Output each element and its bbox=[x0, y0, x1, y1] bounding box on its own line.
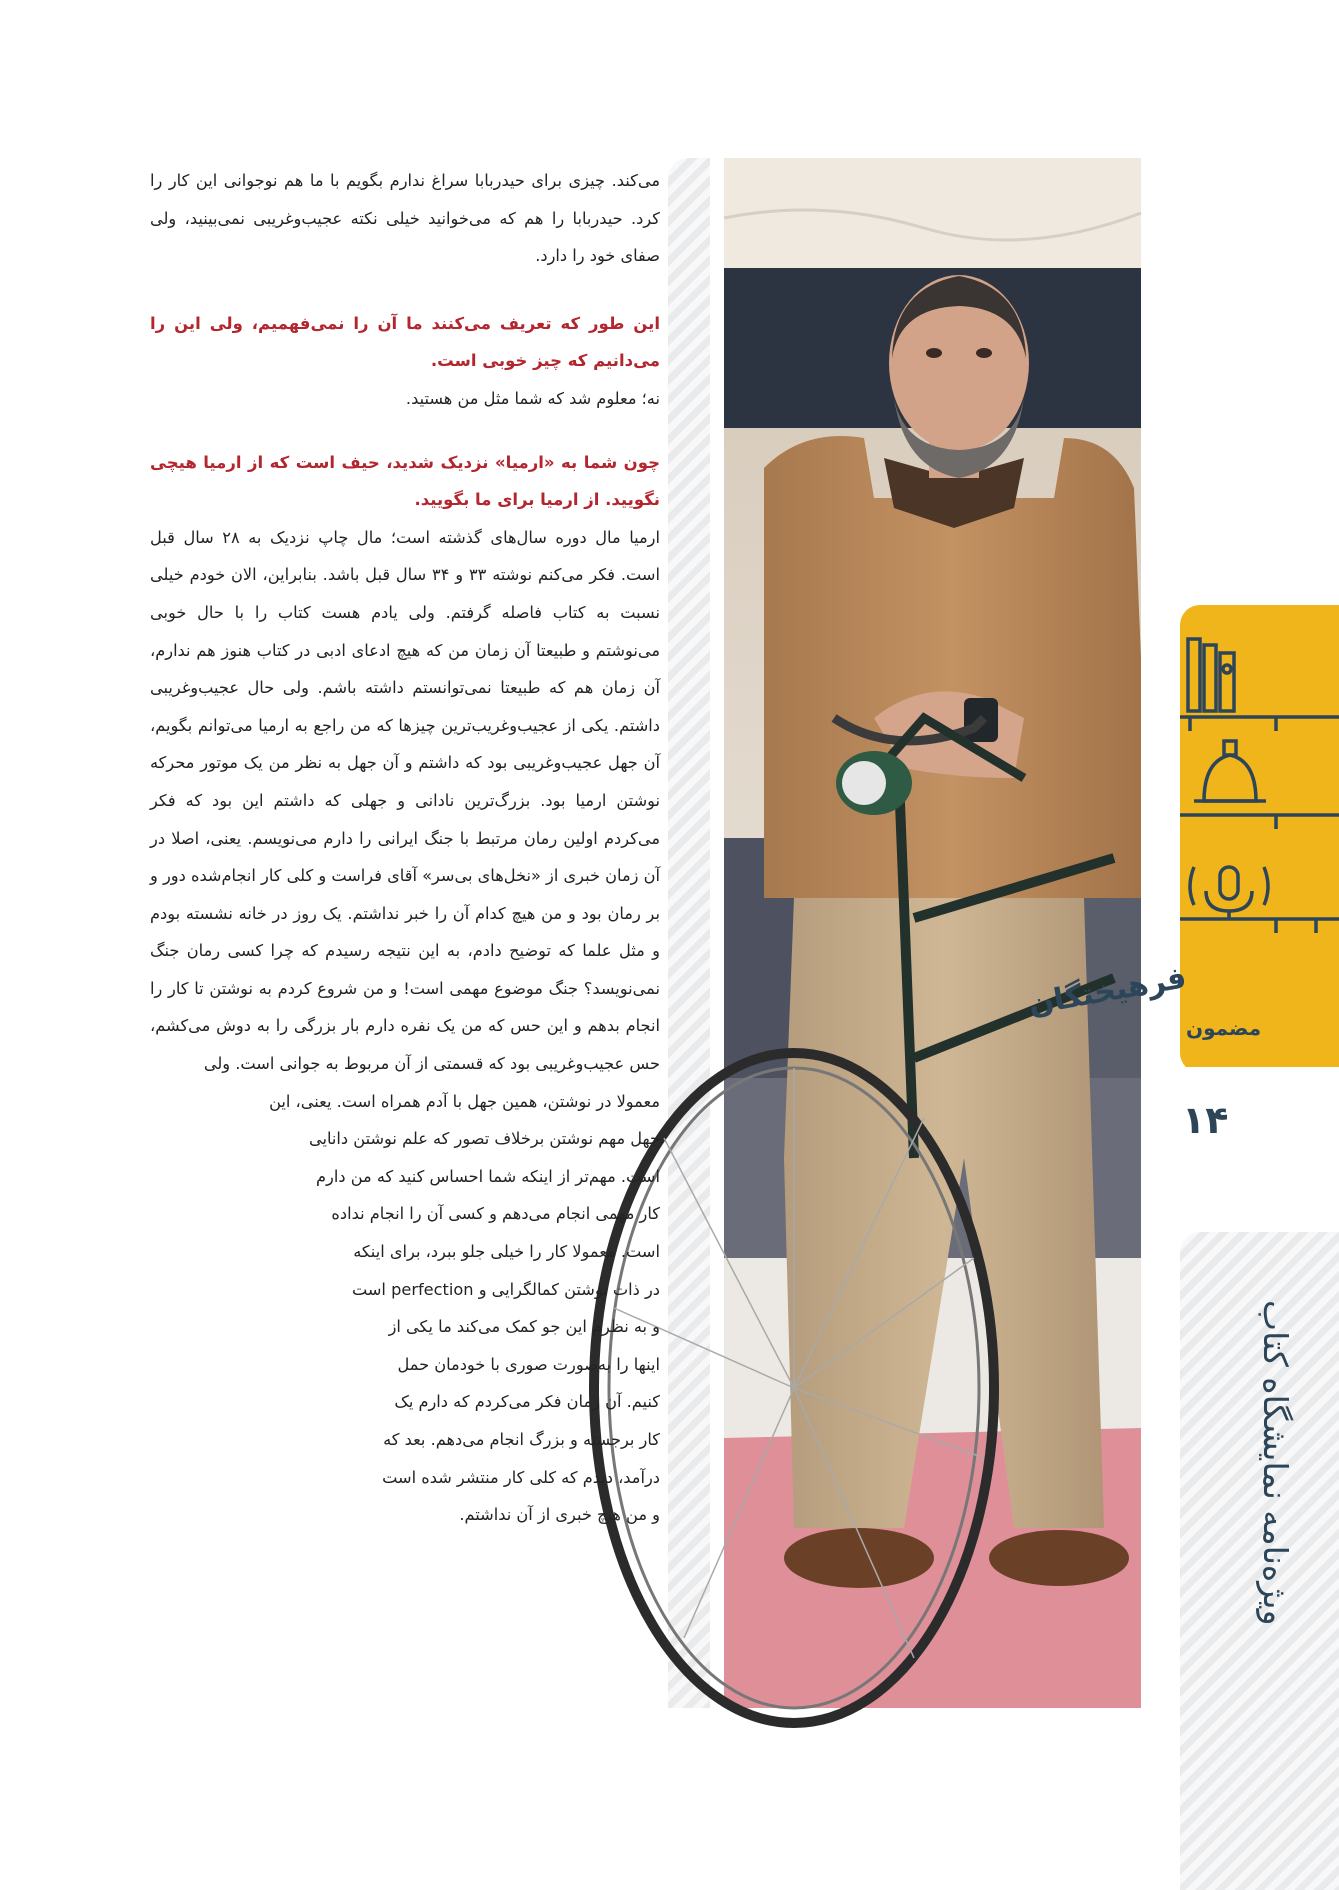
bicycle-portrait-photo bbox=[724, 158, 1141, 1708]
magazine-section-tab bbox=[1025, 605, 1339, 1073]
text-line: جهل مهم نوشتن برخلاف تصور که علم نوشتن دانایی bbox=[309, 1129, 660, 1149]
interview-article bbox=[150, 162, 660, 1534]
podcast-microphone-icon bbox=[1180, 867, 1339, 933]
vertical-title-text: ویژه‌نامه نمایشگاه کتاب bbox=[1256, 1300, 1295, 1626]
interview-question: چون شما به «ارمیا» نزدیک شدید، حیف است که از ارمیا هیچی نگویید. از ارمیا برای ما بگویید. bbox=[150, 452, 660, 510]
text-line: و به نظرم این جو کمک می‌کند ما یکی از bbox=[388, 1317, 660, 1337]
text-line: و من هیچ خبری از آن نداشتم. bbox=[459, 1505, 660, 1525]
text-line: کنیم. آن زمان فکر می‌کردم که دارم یک bbox=[394, 1392, 660, 1412]
text-line: است. معمولا کار را خیلی جلو ببرد، برای اینکه bbox=[353, 1242, 660, 1262]
page-number: ۱۴ bbox=[1182, 1098, 1229, 1142]
bookshelf-icon bbox=[1180, 639, 1339, 731]
interview-question: این طور که تعریف می‌کنند ما آن را نمی‌فهمیم، ولی این را می‌دانیم که چیز خوبی است. bbox=[150, 313, 660, 371]
answer-paragraph-continued bbox=[150, 1083, 660, 1534]
answer-paragraph: می‌کند. چیزی برای حیدربابا سراغ ندارم بگویم با ما هم نوجوانی این کار را کرد. حیدربابا را هم که می‌خوانید خیلی نکته عجیب‌وغریبی نمی‌بینید، ولی صفای خود را دارد. bbox=[150, 171, 660, 266]
text-line: کار مهمی انجام می‌دهم و کسی آن را انجام نداده bbox=[331, 1204, 660, 1224]
text-line: در ذات نوشتن کمالگرایی و perfection است bbox=[351, 1279, 660, 1299]
text-line: معمولا در نوشتن، همین جهل با آدم همراه است. یعنی، این bbox=[269, 1091, 660, 1111]
magazine-special-issue-title bbox=[1182, 1300, 1332, 1626]
text-line: درآمد، دیدم که کلی کار منتشر شده است bbox=[382, 1467, 660, 1487]
answer-paragraph: نه؛ معلوم شد که شما مثل من هستید. bbox=[405, 388, 660, 408]
decorative-stripe-strip bbox=[668, 158, 710, 1708]
magazine-logo-subtext: مضمون bbox=[1186, 1016, 1262, 1040]
text-line: اینها را به‌صورت صوری با خودمان حمل bbox=[397, 1354, 660, 1374]
text-line: است. مهم‌تر از اینکه شما احساس کنید که من دارم bbox=[316, 1166, 660, 1186]
answer-paragraph: ارمیا مال دوره سال‌های گذشته است؛ مال چاپ نزدیک به ۲۸ سال قبل است. فکر می‌کنم نوشته ۳۳ و ۳۴ سال قبل باشد. بنابراین، الان خودم خیلی نسبت به کتاب فاصله گرفتم. ولی یادم هست کتاب را با حال خوبی می‌نوشتم و طبیعتا آن زمان من که هیچ ادعای ادبی در کتاب هنوز هم ندارم، آن زمان هم که طبیعتا نمی‌توانستم داشته باشم. ولی حال عجیب‌وغریبی داشتم. یکی از عجیب‌وغریب‌ترین چیزها که من راجع به ارمیا می‌توانم بگویم، آن جهل عجیب‌وغریبی بود که داشتم و آن جهل به نظر من یک موتور محرکه نوشتن ارمیا بود. بزرگ‌ترین نادانی و جهلی که داشتم این بود که فکر می‌کردم اولین رمان مرتبط با جنگ ایرانی را دارم می‌نویسم. یعنی، اصلا در آن زمان خبری از «نخل‌های بی‌سر» آقای فراست و کلی کار انجام‌شده دور و بر رمان بود و من هیچ کدام آن را خبر نداشتم. یک روز در خانه نشسته بودم و مثل علما که توضیح دادم، به این نتیجه رسیدم که چرا کسی رمان جنگ نمی‌نویسد؟ جنگ موضوع مهمی است! و من شروع کردم به نوشتن تا کار را انجام بدهم و این حس که من یک نفره دارم بار بزرگی را به دوش می‌کشم، حس عجیب‌وغریبی بود که قسمتی از آن مربوط به جوانی است. ولی bbox=[150, 527, 661, 1074]
magazine-logo: فرهیختگان bbox=[1025, 960, 1189, 1023]
text-line: کار برجسته و بزرگ انجام می‌دهم. بعد که bbox=[383, 1430, 660, 1449]
bell-icon bbox=[1180, 741, 1339, 829]
